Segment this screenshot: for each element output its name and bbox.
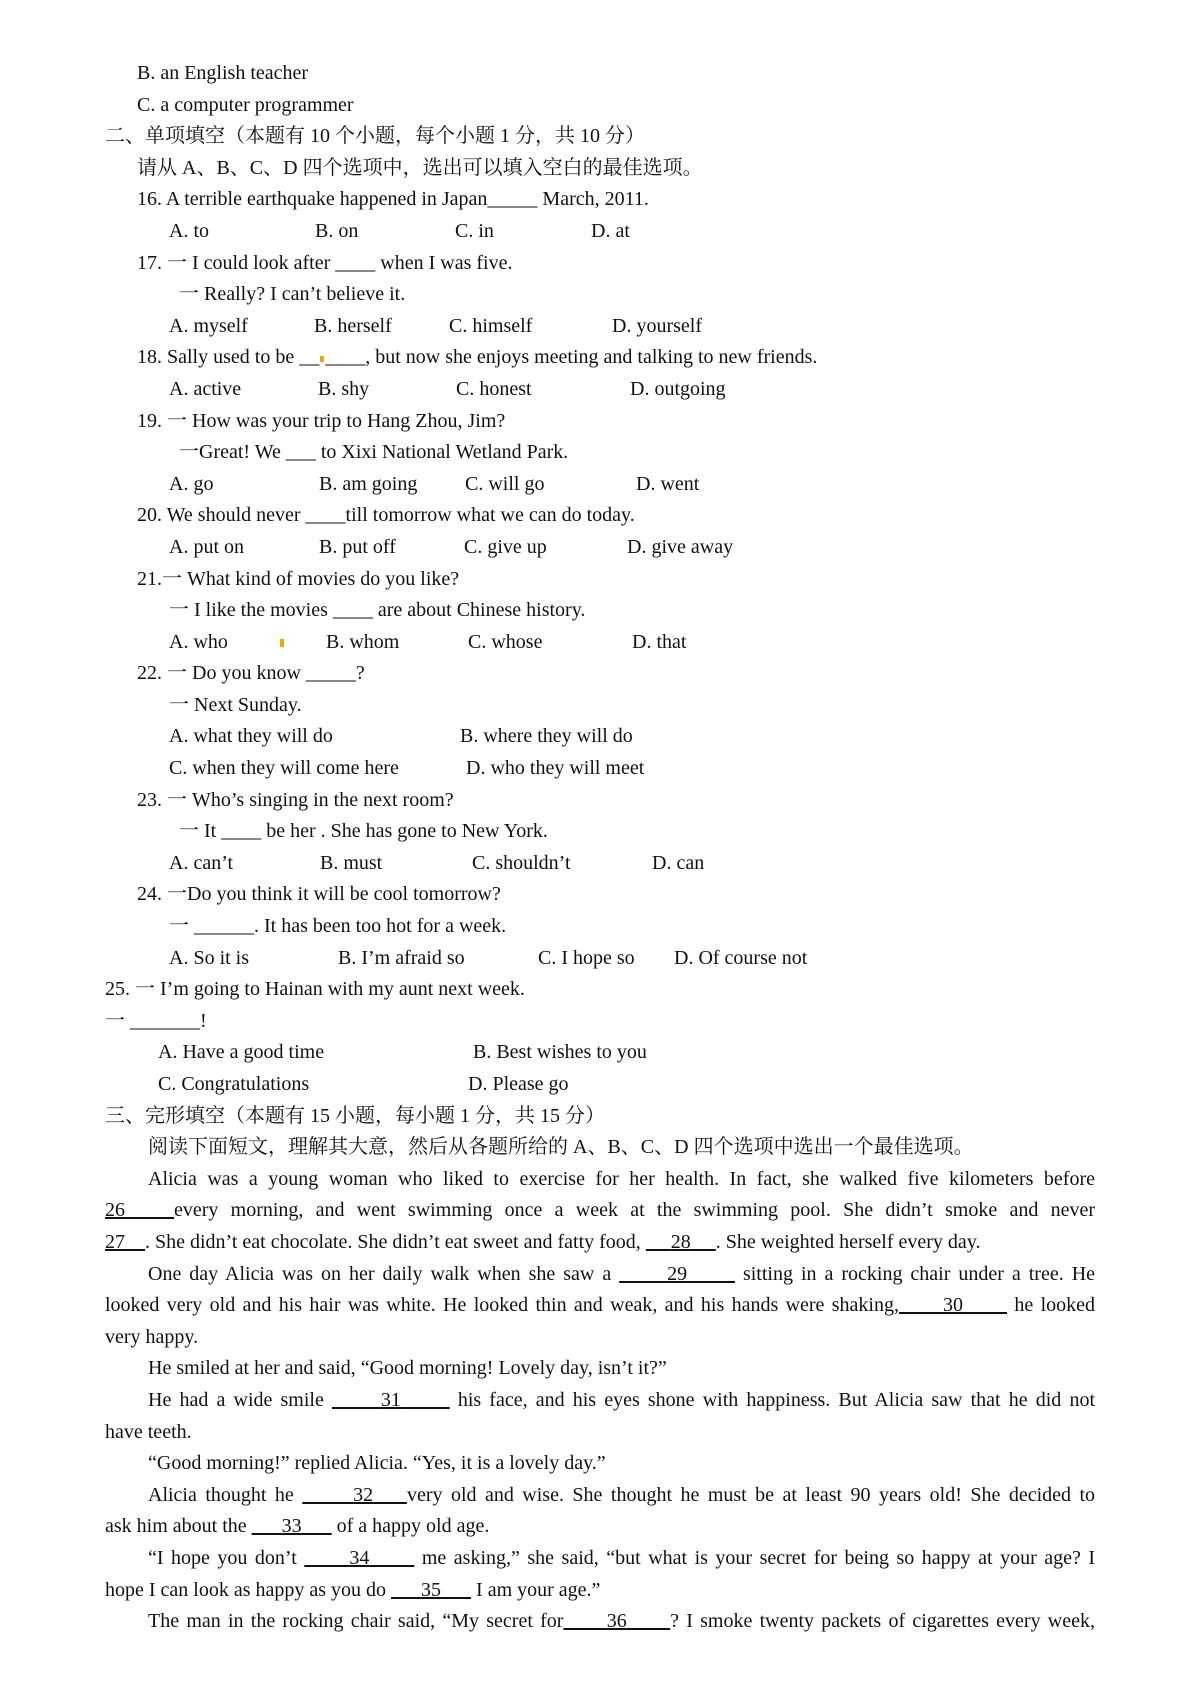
stem-part: ____, but now she enjoys meeting and talking to new friends. xyxy=(325,346,818,369)
section-heading: 三、完形填空（本题有 15 小题，每小题 1 分，共 15 分） xyxy=(105,1104,605,1127)
blank-26: 26 xyxy=(105,1199,125,1222)
blank-32 xyxy=(302,1484,407,1506)
stem-part: 18. Sally used to be __ xyxy=(137,346,320,369)
passage-line xyxy=(105,1195,1095,1227)
option: D. that xyxy=(632,630,687,653)
dialogue-reply: 一 _______! xyxy=(105,1009,207,1032)
blank-27: 27 xyxy=(105,1230,125,1253)
question-stem: 21.一 What kind of movies do you like? xyxy=(137,567,460,590)
option: B. must xyxy=(320,851,383,874)
answer-options xyxy=(105,311,1095,343)
option: A. can’t xyxy=(169,851,234,874)
option: D. Of course not xyxy=(674,946,808,969)
blank-number: 31 xyxy=(380,1388,401,1411)
option: A. put on xyxy=(169,535,244,558)
question-stem: 25. 一 I’m going to Hainan with my aunt next week. xyxy=(105,978,525,1001)
option: C. I hope so xyxy=(538,946,635,969)
option: C. when they will come here xyxy=(169,757,399,780)
option: D. yourself xyxy=(612,314,702,337)
option: A. go xyxy=(169,472,214,495)
blank-underline xyxy=(125,1231,145,1253)
dialogue-reply: 一 Next Sunday. xyxy=(169,693,302,716)
option: B. on xyxy=(315,219,359,242)
option: D. at xyxy=(591,219,630,242)
option: B. am going xyxy=(319,472,418,495)
dialogue-reply: 一 ______. It has been too hot for a week. xyxy=(169,915,507,938)
blank-28 xyxy=(646,1231,716,1253)
question-stem xyxy=(105,342,1095,374)
passage-text: he looked xyxy=(1014,1294,1096,1317)
blank-number: 36 xyxy=(606,1610,627,1633)
blank-number: 29 xyxy=(667,1262,688,1285)
answer-options xyxy=(105,1069,1095,1101)
question-stem: 16. A terrible earthquake happened in Japan_____ March, 2011. xyxy=(137,188,649,211)
option: C. shouldn’t xyxy=(472,851,571,874)
option: B. where they will do xyxy=(460,725,633,748)
option: B. whom xyxy=(326,630,400,653)
dialogue-reply: 一 Really? I can’t believe it. xyxy=(179,283,406,306)
section-heading: 二、单项填空（本题有 10 个小题，每个小题 1 分，共 10 分） xyxy=(105,125,645,148)
question-stem: 17. 一 I could look after ____ when I was five. xyxy=(137,251,513,274)
passage-line xyxy=(105,1385,1095,1417)
passage-text: very old and wise. She thought he must be at least 90 years old! She decided to xyxy=(406,1483,1096,1506)
passage-text: “I hope you don’t xyxy=(148,1546,297,1569)
option: C. Congratulations xyxy=(158,1073,310,1095)
option: D. outgoing xyxy=(630,377,726,400)
passage-line: He smiled at her and said, “Good morning! Lovely day, isn’t it?” xyxy=(148,1357,667,1380)
passage-text: He had a wide smile xyxy=(148,1388,324,1411)
highlight-mark xyxy=(280,639,284,647)
passage-text: his face, and his eyes shone with happiness. But Alicia saw that he did not xyxy=(457,1388,1095,1411)
blank-35 xyxy=(391,1579,471,1601)
answer-options xyxy=(105,216,1095,248)
blank-29 xyxy=(619,1263,735,1285)
answer-options xyxy=(105,1037,1095,1069)
answer-options xyxy=(105,374,1095,406)
option: A. who xyxy=(169,630,228,653)
blank-number: 34 xyxy=(349,1546,370,1569)
option: B. shy xyxy=(318,377,370,400)
passage-text: . She weighted herself every day. xyxy=(715,1230,981,1253)
question-stem: 19. 一 How was your trip to Hang Zhou, Jim? xyxy=(137,409,506,432)
blank-number: 32 xyxy=(353,1483,374,1506)
answer-options xyxy=(105,469,1095,501)
passage-line xyxy=(105,1543,1095,1575)
option: D. went xyxy=(636,472,700,495)
answer-options xyxy=(105,753,1095,785)
option: C. whose xyxy=(468,630,543,653)
passage-line: very happy. xyxy=(105,1325,199,1348)
blank-36 xyxy=(563,1610,670,1632)
option: C. will go xyxy=(465,472,545,495)
passage-text: Alicia thought he xyxy=(148,1483,294,1506)
answer-options xyxy=(105,532,1095,564)
passage-text: of a happy old age. xyxy=(336,1515,490,1538)
option: C. honest xyxy=(456,377,532,400)
option: A. Have a good time xyxy=(158,1041,325,1064)
passage-line xyxy=(105,1290,1095,1322)
passage-line xyxy=(105,1259,1095,1291)
option: B. I’m afraid so xyxy=(338,946,465,969)
blank-number: 28 xyxy=(670,1230,691,1253)
option: B. Best wishes to you xyxy=(473,1041,647,1064)
option: A. what they will do xyxy=(169,725,333,748)
passage-text: I am your age.” xyxy=(476,1578,601,1601)
answer-options xyxy=(105,943,1095,975)
question-stem: 20. We should never ____till tomorrow what we can do today. xyxy=(137,504,635,527)
dialogue-reply: 一Great! We ___ to Xixi National Wetland Park. xyxy=(179,441,569,464)
passage-line xyxy=(105,1227,1095,1259)
blank-number: 35 xyxy=(421,1578,442,1601)
option: D. give away xyxy=(627,535,734,558)
passage-line xyxy=(105,1511,1095,1543)
question-stem: 22. 一 Do you know _____? xyxy=(137,662,365,685)
passage-text: hope I can look as happy as you do xyxy=(105,1578,387,1601)
option: A. to xyxy=(169,219,209,242)
passage-line: have teeth. xyxy=(105,1420,192,1443)
blank-33 xyxy=(252,1515,332,1537)
passage-text: sitting in a rocking chair under a tree. He xyxy=(742,1262,1096,1285)
option: A. myself xyxy=(169,314,248,337)
option-line: C. a computer programmer xyxy=(137,93,354,116)
answer-options xyxy=(105,627,1095,659)
passage-line xyxy=(105,1480,1095,1512)
blank-31 xyxy=(332,1389,450,1411)
option: C. give up xyxy=(464,535,547,558)
question-stem: 24. 一Do you think it will be cool tomorrow? xyxy=(137,883,501,906)
passage-text: . She didn’t eat chocolate. She didn’t eat sweet and fatty food, xyxy=(145,1230,641,1253)
dialogue-reply: 一 It ____ be her . She has gone to New York. xyxy=(179,820,548,843)
blank-number: 30 xyxy=(943,1294,963,1317)
answer-options xyxy=(105,721,1095,753)
passage-text: ? I smoke twenty packets of cigarettes every week, xyxy=(670,1610,1096,1633)
passage-line: “Good morning!” replied Alicia. “Yes, it is a lovely day.” xyxy=(148,1452,606,1475)
blank-number: 33 xyxy=(281,1515,302,1538)
option: A. So it is xyxy=(169,946,250,969)
passage-line xyxy=(105,1606,1095,1638)
section-instruction: 阅读下面短文，理解其大意，然后从各题所给的 A、B、C、D 四个选项中选出一个最佳选项。 xyxy=(148,1136,974,1159)
section-instruction: 请从 A、B、C、D 四个选项中，选出可以填入空白的最佳选项。 xyxy=(137,156,703,179)
passage-text: The man in the rocking chair said, “My secret for xyxy=(148,1610,564,1633)
option: D. can xyxy=(652,851,705,874)
option-line: B. an English teacher xyxy=(137,62,309,84)
passage-text: looked very old and his hair was white. He looked thin and weak, and his hands were shaking, xyxy=(105,1294,899,1317)
dialogue-reply: 一 I like the movies ____ are about Chinese history. xyxy=(169,599,586,622)
answer-options xyxy=(105,848,1095,880)
option: D. Please go xyxy=(468,1073,569,1095)
passage-text: me asking,” she said, “but what is your secret for being so happy at your age? I xyxy=(421,1546,1096,1569)
blank-34 xyxy=(304,1547,414,1569)
option: B. herself xyxy=(314,314,392,337)
page-content xyxy=(105,58,1095,1638)
option: B. put off xyxy=(319,535,396,558)
passage-text: every morning, and went swimming once a week at the swimming pool. She didn’t smoke and never xyxy=(174,1199,1095,1222)
highlight-mark-wrap xyxy=(279,627,326,659)
option: A. active xyxy=(169,377,242,400)
option: C. himself xyxy=(449,314,533,337)
option: C. in xyxy=(455,219,494,242)
passage-line: Alicia was a young woman who liked to exercise for her health. In fact, she walked five kilometers before xyxy=(148,1167,1095,1190)
blank-underline xyxy=(125,1199,174,1221)
passage-text: One day Alicia was on her daily walk when she saw a xyxy=(148,1262,612,1285)
highlight-mark xyxy=(320,356,324,362)
passage-text: ask him about the xyxy=(105,1515,247,1538)
question-stem: 23. 一 Who’s singing in the next room? xyxy=(137,788,454,811)
passage-line xyxy=(105,1575,1095,1607)
blank-30 xyxy=(899,1294,1007,1316)
option: D. who they will meet xyxy=(466,757,645,780)
